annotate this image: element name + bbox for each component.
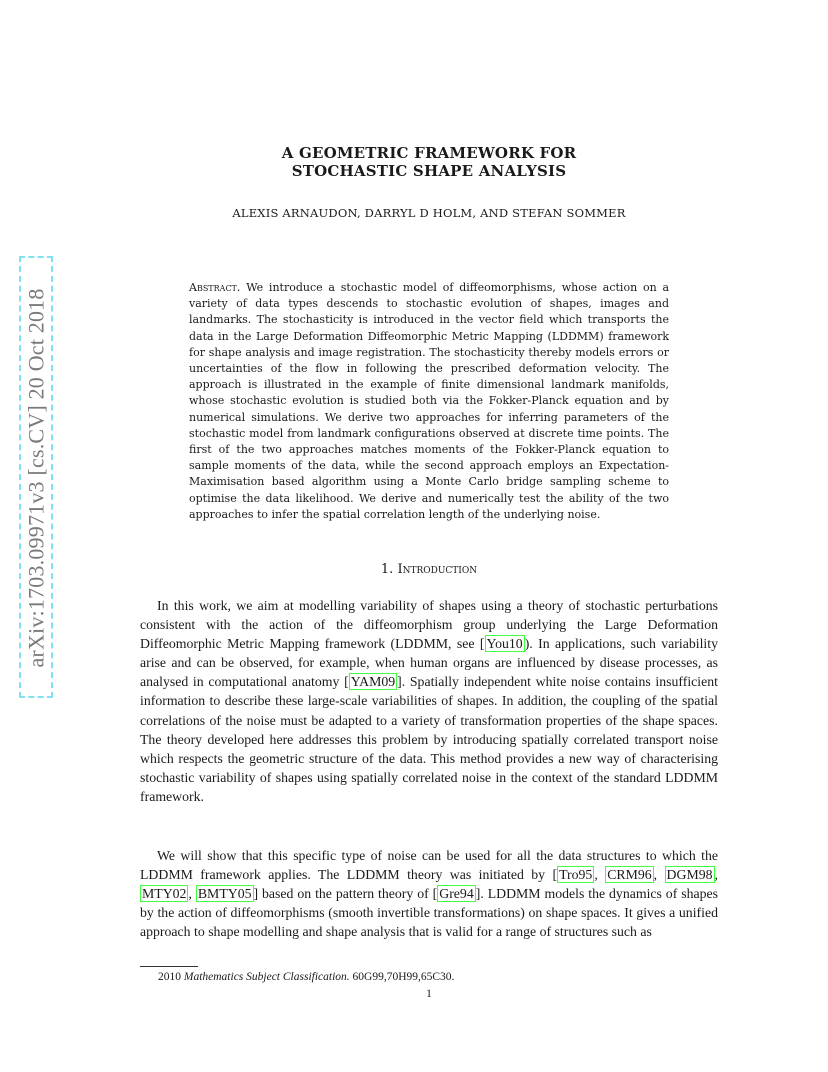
p2-text-c: . LDDMM models the dynamics of shapes by the action of diffeomorphisms (smooth invertible transformations) on shape spaces. It gives a unified approach to shape modelling and shape analysis that is valid for a range of structures such as [140,886,718,940]
citation-link[interactable]: MTY02 [142,886,187,902]
footnote [158,971,718,983]
section-number: 1. [380,562,394,577]
p2-text-b: based on the pattern theory of [258,886,433,902]
citation-link[interactable]: CRM96 [607,867,652,883]
title-line-1: A GEOMETRIC FRAMEWORK FOR [281,144,577,162]
intro-paragraph-2: We will show that this specific type of noise can be used for all the data structures to which the LDDMM framework applies. The LDDMM theory was initiated by [ Tro95 , CRM96 , DGM98 , MTY02 , BMTY05 ] based on the pattern theory of [ Gre94 ]. LDDMM models the dynamics of shapes by the action of diffeomorphisms (smooth invertible transformations) on shape spaces. It gives a unified approach to shape modelling and shape analysis that is valid for a range of structures such as [140,848,718,940]
citation-link[interactable]: Tro95 [559,867,593,883]
page-number: 1 [426,988,432,1000]
footnote-codes: 60G99,70H99,65C30. [352,971,455,983]
p1-text-c: . Spatially independent white noise contains insufficient information to describe these large-scale variabilities of shapes. In addition, the coupling of the spatial correlations of the noise must be adapted to a variety of transformation properties of the shape spaces. The theory developed here addresses this problem by introducing spatially correlated transport noise which respects the geometric structure of the data. This method provides a new way of characterising stochastic variability of shapes using spatially correlated noise in the context of the standard LDDMM framework. [140,674,718,804]
abstract-label: Abstract. [189,281,241,294]
arxiv-identifier[interactable] [22,258,52,698]
citation-link[interactable]: BMTY05 [197,886,252,902]
p2-text-a: We will show that this specific type of noise can be used for all the data structures to which the LDDMM framework applies. The LDDMM theory was initiated by [140,848,718,883]
citation-link[interactable]: YAM09 [350,674,396,690]
footnote-year: 2010 [158,971,181,983]
section-heading [140,562,718,577]
p1-text-b: ). In applications, such variability arise and can be observed, for example, when human organs are influenced by disease processes, as analysed in computational anatomy [140,636,718,690]
citation-link[interactable]: Gre94 [439,886,474,902]
title-line-2: STOCHASTIC SHAPE ANALYSIS [291,162,567,180]
authors: ALEXIS ARNAUDON, DARRYL D HOLM, AND STEFAN SOMMER [232,206,626,220]
footnote-label: Mathematics Subject Classification. [183,971,350,983]
p1-text-a: In this work, we aim at modelling variability of shapes using a theory of stochastic perturbations consistent with the action of the diffeomorphism group underlying the Large Deformation Diffeomorphic Metric Mapping framework (LDDMM, see [140,598,718,652]
citation-link[interactable]: DGM98 [666,867,713,883]
section-name: Introduction [397,562,478,577]
abstract-text: We introduce a stochastic model of diffeomorphisms, whose action on a variety of data types descends to stochastic evolution of shapes, images and landmarks. The stochasticity is introduced in the vector field which transports the data in the Large Deformation Diffeomorphic Metric Mapping (LDDMM) framework for shape analysis and image registration. The stochasticity thereby models errors or uncertainties of the flow in following the prescribed deformation velocity. The approach is illustrated in the example of finite dimensional landmark manifolds, whose stochastic evolution is studied both via the Fokker-Planck equation and by numerical simulations. We derive two approaches for inferring parameters of the stochastic model from landmark configurations observed at discrete time points. The first of the two approaches matches moments of the Fokker-Planck equation to sample moments of the data, while the second approach employs an Expectation-Maximisation based algorithm using a Monte Carlo bridge sampling scheme to optimise the data likelihood. We derive and numerically test the ability of the two approaches to infer the spatial correlation length of the underlying noise. [189,281,670,521]
abstract [189,280,669,523]
paper-title [140,144,718,180]
citation-link[interactable]: You10 [486,636,523,652]
arxiv-identifier-text: arXiv:1703.09971v3 [cs.CV] 20 Oct 2018 [24,288,50,668]
footnote-divider [140,966,198,967]
intro-paragraph-1: In this work, we aim at modelling variability of shapes using a theory of stochastic perturbations consistent with the action of the diffeomorphism group underlying the Large Deformation Diffeomorphic Metric Mapping framework (LDDMM, see [ You10 ). In applications, such variability arise and can be observed, for example, when human organs are influenced by disease processes, as analysed in computational anatomy [ YAM09 ]. Spatially independent white noise contains insufficient information to describe these large-scale variabilities of shapes. In addition, the coupling of the spatial correlations of the noise must be adapted to a variety of transformation properties of the shape spaces. The theory developed here addresses this problem by introducing spatially correlated transport noise which respects the geometric structure of the data. This method provides a new way of characterising stochastic variability of shapes using spatially correlated noise in the context of the standard LDDMM framework. [140,598,718,804]
